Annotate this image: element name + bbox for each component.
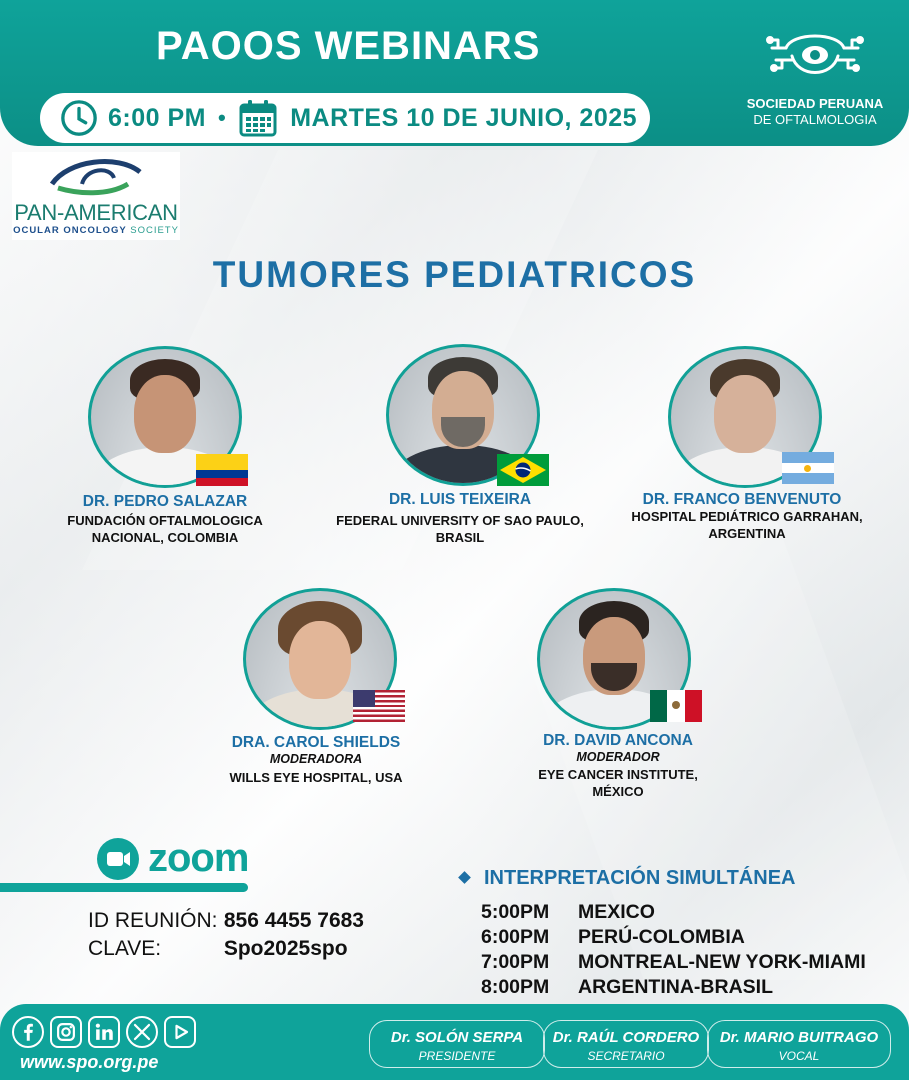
eye-logo-icon <box>48 154 144 198</box>
colombia-flag-icon <box>196 454 248 486</box>
usa-flag-icon <box>353 690 405 722</box>
zoom-camera-icon <box>97 838 139 880</box>
x-icon[interactable] <box>126 1016 158 1048</box>
speaker-name: DR. FRANCO BENVENUTO <box>642 491 842 508</box>
partner-logo-name: PAN-AMERICAN <box>14 200 178 225</box>
password-value: Spo2025spo <box>223 937 348 960</box>
officer-secretary: Dr. RAÚL CORDERO SECRETARIO <box>543 1020 709 1068</box>
society-logo <box>764 26 866 88</box>
linkedin-icon[interactable] <box>88 1016 120 1048</box>
officer-vocal: Dr. MARIO BUITRAGO VOCAL <box>707 1020 891 1068</box>
speaker-institution: WILLS EYE HOSPITAL, USA <box>229 770 403 785</box>
zoom-meeting-id <box>88 909 364 933</box>
website-link[interactable]: www.spo.org.pe <box>20 1052 159 1072</box>
page-title: PAOOS WEBINARS <box>156 24 541 68</box>
facebook-icon[interactable] <box>12 1016 44 1048</box>
interpretation-title: INTERPRETACIÓN SIMULTÁNEA <box>484 867 796 889</box>
calendar-icon <box>238 98 278 138</box>
partner-logo-subtitle: OCULAR ONCOLOGY SOCIETY <box>13 225 179 236</box>
clock-icon <box>60 99 98 137</box>
separator: • <box>217 105 227 130</box>
speaker-institution: FEDERAL UNIVERSITY OF SAO PAULO, BRASIL <box>336 513 584 545</box>
speaker-name: DRA. CAROL SHIELDS <box>231 734 401 751</box>
date-time-pill <box>40 93 650 143</box>
brazil-flag-icon <box>497 454 549 486</box>
password-label: CLAVE: <box>88 937 162 960</box>
schedule-row: 5:00PM MEXICO <box>481 901 655 923</box>
zoom-password <box>88 937 348 961</box>
zoom-underline <box>0 883 248 892</box>
meeting-id-label: ID REUNIÓN: <box>88 909 218 932</box>
instagram-icon[interactable] <box>50 1016 82 1048</box>
topic-title: TUMORES PEDIATRICOS <box>212 254 697 295</box>
zoom-logo-text: zoom <box>148 836 249 880</box>
meeting-id-value: 856 4455 7683 <box>223 909 364 932</box>
header-banner <box>0 0 909 146</box>
speaker-role: MODERADOR <box>576 750 660 764</box>
officer-president: Dr. SOLÓN SERPA PRESIDENTE <box>369 1020 545 1068</box>
mexico-flag-icon <box>650 690 702 722</box>
speaker-institution: EYE CANCER INSTITUTE, MÉXICO <box>538 767 698 799</box>
event-time: 6:00 PM <box>108 103 206 132</box>
schedule-row: 7:00PM MONTREAL-NEW YORK-MIAMI <box>481 951 866 973</box>
speaker-name: DR. PEDRO SALAZAR <box>82 493 248 510</box>
schedule-row: 8:00PM ARGENTINA-BRASIL <box>481 976 773 998</box>
argentina-flag-icon <box>782 452 834 484</box>
speaker-name: DR. LUIS TEIXEIRA <box>388 491 532 508</box>
youtube-icon[interactable] <box>164 1016 196 1048</box>
speaker-name: DR. DAVID ANCONA <box>543 732 693 749</box>
event-date: MARTES 10 DE JUNIO, 2025 <box>290 103 638 132</box>
speaker-institution: FUNDACIÓN OFTALMOLOGICA NACIONAL, COLOMBIA <box>67 513 263 545</box>
society-name: SOCIEDAD PERUANA DE OFTALMOLOGIA <box>746 96 884 127</box>
partner-logo <box>12 152 180 240</box>
speaker-role: MODERADORA <box>269 752 363 766</box>
schedule-row: 6:00PM PERÚ-COLOMBIA <box>481 926 745 948</box>
speaker-institution: HOSPITAL PEDIÁTRICO GARRAHAN, ARGENTINA <box>631 509 863 541</box>
